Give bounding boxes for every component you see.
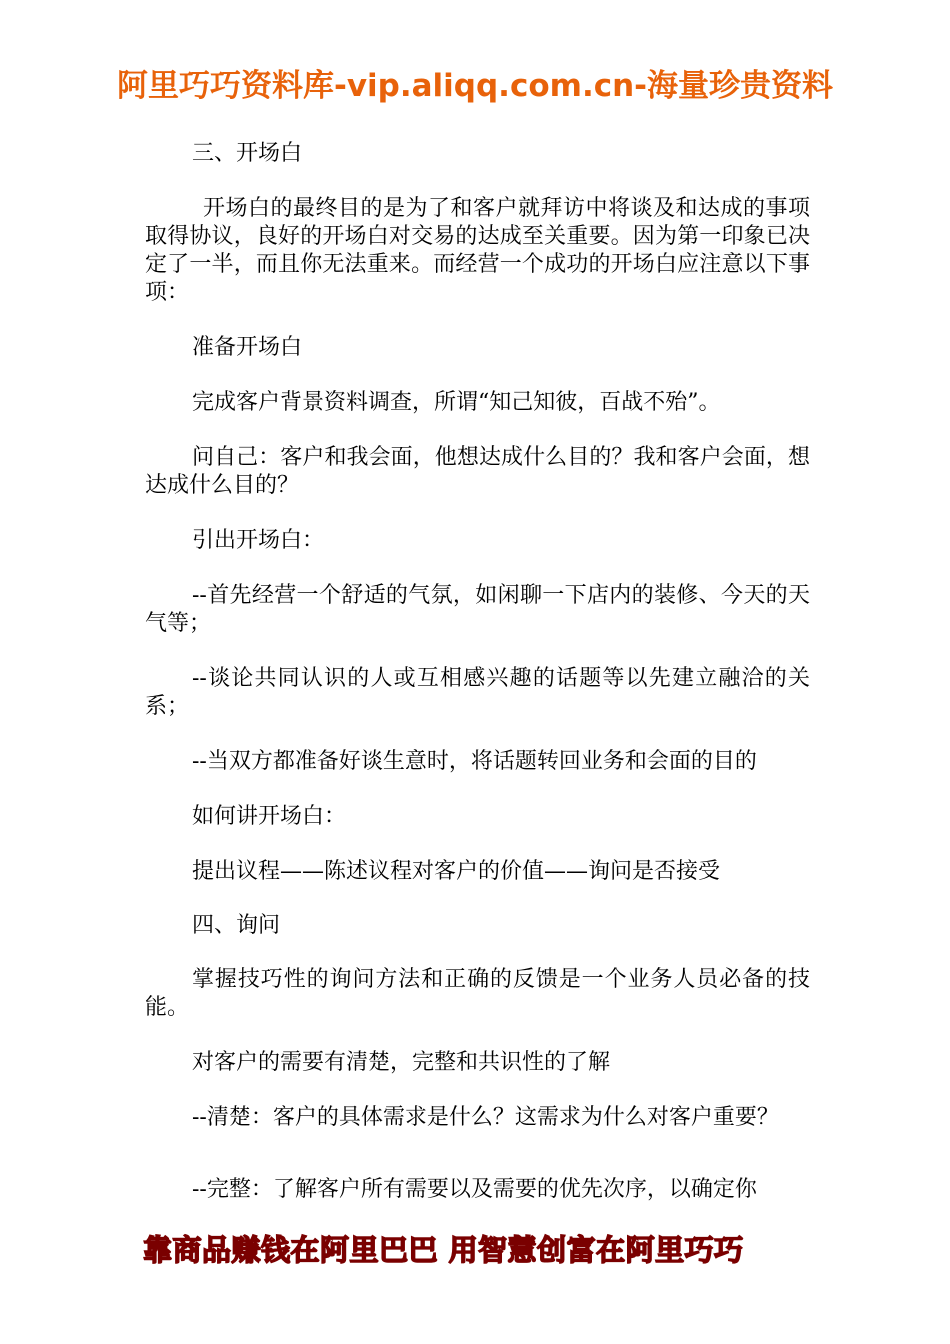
subheading: 如何讲开场白： — [192, 804, 347, 829]
list-item: --当双方都准备好谈生意时，将话题转回业务和会面的目的 — [192, 749, 757, 774]
subheading: 对客户的需要有清楚，完整和共识性的了解 — [192, 1050, 611, 1075]
list-item: --谈论共同认识的人或互相感兴趣的话题等以先建立融洽的关系； — [145, 666, 810, 719]
paragraph: 开场白的最终目的是为了和客户就拜访中将谈及和达成的事项取得协议，良好的开场白对交易的达成至关重要。因为第一印象已决定了一半，而且你无法重来。而经营一个成功的开场白应注意以下事项： — [145, 196, 810, 305]
section-heading-opening: 三、开场白 — [192, 141, 303, 166]
subheading: 准备开场白 — [192, 335, 303, 360]
paragraph: 掌握技巧性的询问方法和正确的反馈是一个业务人员必备的技能。 — [145, 967, 810, 1020]
section-heading-inquiry: 四、询问 — [192, 913, 281, 938]
list-item: --完整：了解客户所有需要以及需要的优先次序，以确定你 — [192, 1177, 757, 1202]
document-body — [145, 140, 810, 1231]
paragraph: 问自己：客户和我会面，他想达成什么目的？我和客户会面，想达成什么目的？ — [145, 445, 810, 498]
list-item: --首先经营一个舒适的气氛，如闲聊一下店内的装修、今天的天气等； — [145, 583, 810, 636]
list-item: --清楚：客户的具体需求是什么？这需求为什么对客户重要？ — [192, 1105, 779, 1130]
subheading: 引出开场白： — [192, 528, 325, 553]
paragraph: 提出议程——陈述议程对客户的价值——询问是否接受 — [192, 859, 721, 884]
footer-banner: 靠商品赚钱在阿里巴巴 用智慧创富在阿里巧巧 — [143, 1233, 744, 1267]
header-banner: 阿里巧巧资料库-vip.aliqq.com.cn-海量珍贵资料 — [116, 68, 834, 104]
paragraph: 完成客户背景资料调查，所谓“知己知彼，百战不殆”。 — [192, 390, 721, 415]
